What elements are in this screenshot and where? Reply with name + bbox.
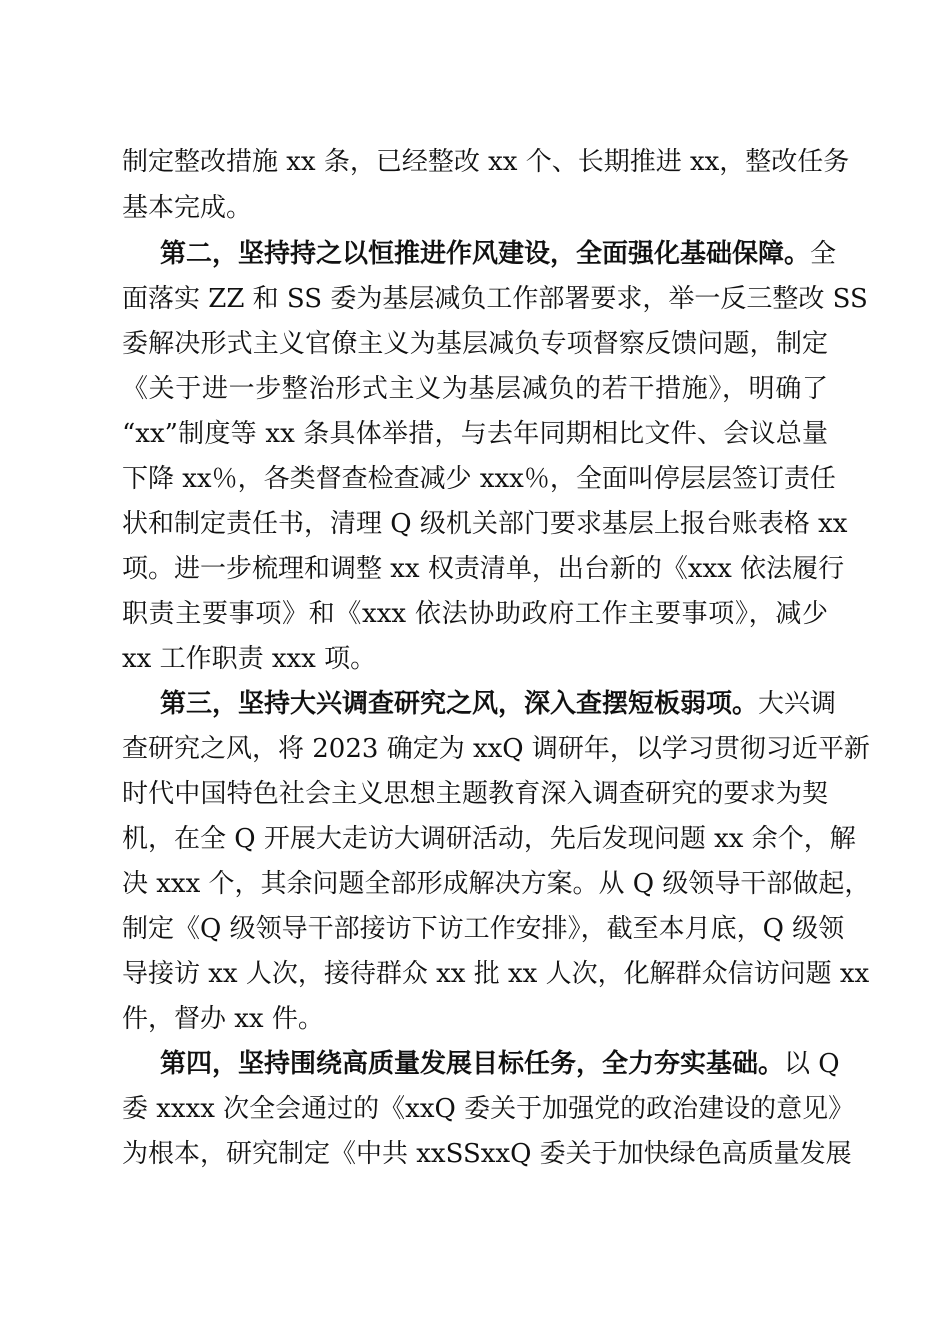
paragraph-3-line-6: 制定《Q 级领导干部接访下访工作安排》，截至本月底，Q 级领 bbox=[122, 914, 845, 944]
paragraph-2-heading: 第二，坚持持之以恒推进作风建设，全面强化基础保障。 bbox=[160, 239, 811, 269]
paragraph-3-line-2: 查研究之风，将 2023 确定为 xxQ 调研年，以学习贯彻习近平新 bbox=[122, 734, 870, 764]
paragraph-2-line-7: 状和制定责任书，清理 Q 级机关部门要求基层上报台账表格 xx bbox=[122, 509, 848, 539]
paragraph-3-line-5: 决 xxx 个，其余问题全部形成解决方案。从 Q 级领导干部做起， bbox=[122, 869, 871, 899]
paragraph-2-line-8: 项。进一步梳理和调整 xx 权责清单，出台新的《xxx 依法履行 bbox=[122, 554, 845, 584]
paragraph-2-line-5: “xx”制度等 xx 条具体举措，与去年同期相比文件、会议总量 bbox=[122, 419, 828, 449]
paragraph-3-line-8: 件，督办 xx 件。 bbox=[122, 1004, 324, 1034]
paragraph-3-line-3: 时代中国特色社会主义思想主题教育深入调查研究的要求为契 bbox=[122, 779, 828, 809]
paragraph-3-heading: 第三，坚持大兴调查研究之风，深入查摆短板弱项。 bbox=[160, 689, 759, 719]
paragraph-3-line-7: 导接访 xx 人次，接待群众 xx 批 xx 人次，化解群众信访问题 xx bbox=[122, 959, 870, 989]
paragraph-2-line-3: 委解决形式主义官僚主义为基层减负专项督察反馈问题，制定 bbox=[122, 329, 828, 359]
paragraph-2-line-10: xx 工作职责 xxx 项。 bbox=[122, 644, 377, 674]
paragraph-1-line-2: 基本完成。 bbox=[122, 193, 253, 223]
paragraph-4-line-2: 委 xxxx 次全会通过的《xxQ 委关于加强党的政治建设的意见》 bbox=[122, 1094, 855, 1124]
paragraph-3-line-1 bbox=[160, 682, 837, 726]
paragraph-3-line-1-rest: 大兴调 bbox=[758, 689, 837, 719]
paragraph-2-line-6: 下降 xx％，各类督查检查减少 xxx％，全面叫停层层签订责任 bbox=[122, 464, 836, 494]
paragraph-4-line-1 bbox=[160, 1042, 840, 1086]
paragraph-2-line-9: 职责主要事项》和《xxx 依法协助政府工作主要事项》，减少 bbox=[122, 599, 828, 629]
paragraph-4-line-1-rest: 以 Q bbox=[784, 1049, 840, 1079]
paragraph-1-line-1: 制定整改措施 xx 条，已经整改 xx 个、长期推进 xx，整改任务 bbox=[122, 147, 850, 177]
paragraph-4-heading: 第四，坚持围绕高质量发展目标任务，全力夯实基础。 bbox=[160, 1049, 785, 1079]
paragraph-2-line-1 bbox=[160, 232, 837, 276]
paragraph-2-line-1-rest: 全 bbox=[810, 239, 837, 269]
paragraph-2-line-4: 《关于进一步整治形式主义为基层减负的若干措施》，明确了 bbox=[122, 374, 828, 404]
paragraph-3-line-4: 机，在全 Q 开展大走访大调研活动，先后发现问题 xx 余个，解 bbox=[122, 824, 856, 854]
paragraph-4-line-3: 为根本，研究制定《中共 xxSSxxQ 委关于加快绿色高质量发展 bbox=[122, 1139, 852, 1169]
paragraph-2-line-2: 面落实 ZZ 和 SS 委为基层减负工作部署要求，举一反三整改 SS bbox=[122, 284, 868, 314]
